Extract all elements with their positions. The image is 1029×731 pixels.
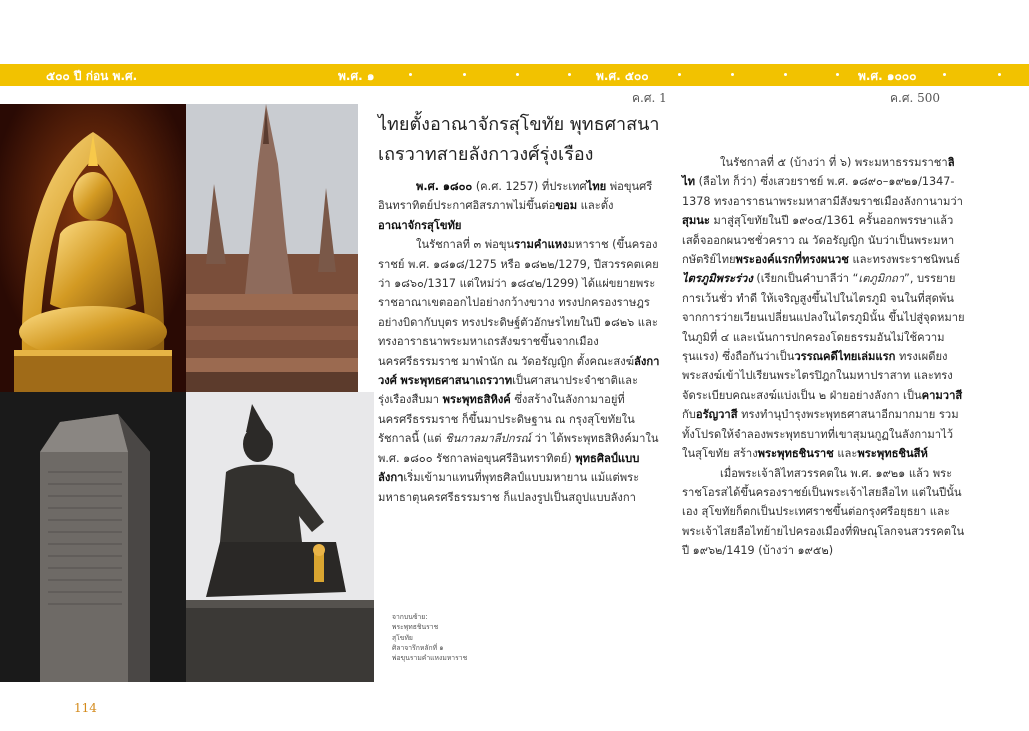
caption-line: พระพุทธชินราช — [392, 623, 439, 632]
bold-text: รามคำแหง — [514, 238, 568, 252]
right-column — [682, 153, 966, 561]
bold-text: สุมนะ — [682, 214, 710, 228]
page-number: 114 — [74, 701, 97, 715]
bold-text: ลิไท — [682, 156, 955, 189]
timeline-dot — [409, 73, 412, 76]
body-text: ในรัชกาลที่ ๕ (บ้างว่า ที่ ๖) พระมหาธรรมราชา — [720, 156, 948, 169]
caption-line: พ่อขุนรามคำแหงมหาราช — [392, 654, 468, 663]
timeline-label-be1000: พ.ศ. ๑๐๐๐ — [858, 69, 917, 83]
bold-text: พระองค์แรกที่ทรงผนวช — [735, 253, 849, 267]
bold-text: ไทย — [586, 180, 607, 193]
body-text: ทรงทำนุบำรุงพระพุทธศาสนาอีกมากมาย รวมทั้งโปรดให้จำลองพระพุทธบาทที่เขาสุมนกูฏในลังกามาไว้ในสุโขทัย สร้าง — [682, 408, 959, 461]
left-paragraph-1 — [378, 177, 661, 235]
era-label-ad500: ค.ศ. 500 — [890, 91, 940, 105]
right-paragraph-2: เมื่อพระเจ้าลิไทสวรรคตใน พ.ศ. ๑๙๒๑ แล้ว พระราชโอรสได้ขึ้นครองราชย์เป็นพระเจ้าไสยลือไท แต่ในปีนั้นเอง สุโขทัยก็ตกเป็นประเทศราชขึ้นต่อกรุงศรีอยุธยา และพระเจ้าไสยลือไทย้ายไปครองเมืองที่พิษณุโลกจนสวรรคตในปี ๑๙๖๒/1419 (บ้างว่า ๑๙๕๒) — [682, 466, 965, 558]
left-paragraph-2 — [378, 235, 661, 507]
timeline-label-be500: พ.ศ. ๕๐๐ — [596, 69, 649, 83]
bold-text: วรรณคดีไทยเล่มแรก — [794, 350, 896, 364]
body-text: เป็นศาสนาประจำชาติและรุ่งเรืองสืบมา — [378, 374, 638, 407]
caption-line: สุโขทัย — [392, 633, 413, 642]
temple-ruins-photo — [186, 104, 358, 392]
body-text: (ค.ศ. 1257) ที่ประเทศ — [472, 180, 587, 193]
timeline-dot — [516, 73, 519, 76]
timeline-dot — [678, 73, 681, 76]
buddha-photo — [0, 104, 186, 392]
timeline-dot — [998, 73, 1001, 76]
timeline-bar — [0, 64, 1029, 86]
body-text: มหาราช (ขึ้นครองราชย์ พ.ศ. ๑๘๑๘/1275 หรือ ๑๘๒๒/1279, ปีสวรรคตเคยว่า ๑๘๖๐/1317 แต่ใหม่ว่า ๑๘๔๒/1299) ได้แผ่ขยายพระราชอาณาเขตออกไปอย่างกว้างขวาง ทรงปกครองราษฎรอย่างบิดากับบุตร ทรงประดิษฐ์ตัวอักษรไทยในปี ๑๘๒๖ และทรงอาราธนาพระมหาเถรสังฆราชขึ้นจากเมืองนครศรีธรรมราช มาพำนัก ณ วัดอรัญญิก ตั้งคณะสงฆ์ — [378, 238, 659, 368]
body-text: และตั้ง — [577, 199, 614, 213]
body-text: พ่อขุนศรีอินทราทิตย์ประกาศอิสรภาพไม่ขึ้นต่อ — [378, 180, 653, 213]
body-text: (ลือไท ก็ว่า) ซึ่งเสวยราชย์ พ.ศ. ๑๘๙๐–๑๙๒๑/1347-1378 ทรงอาราธนาพระมหาสามีสังฆราชเมืองลังกานามว่า — [682, 175, 963, 208]
timeline-dot — [731, 73, 734, 76]
title-line-2: เถรวาทสายลังกาวงศ์รุ่งเรือง — [378, 144, 594, 165]
body-text: ทรงเผดียงพระสงฆ์เข้าไปเรียนพระไตรปิฎกในมหาปราสาท และทรงจัดระเบียบคณะสงฆ์แบ่งเป็น ๒ ฝ่ายอย่างลังกา เป็น — [682, 350, 953, 402]
body-text: มาสู่สุโขทัยในปี ๑๙๐๔/1361 ครั้นออกพรรษาแล้ว เสด็จออกผนวชชั่วคราว ณ วัดอรัญญิก นับว่าเป็นพระมหากษัตริย์ไทย — [682, 214, 955, 267]
bold-text: พระพุทธสิหิงค์ — [442, 393, 511, 407]
body-text: และทรงพระราชนิพนธ์ — [848, 253, 961, 267]
timeline-dot — [784, 73, 787, 76]
italic-text: ชินกาลมาลีปกรณ์ — [445, 432, 532, 446]
bold-text: พระพุทธชินราช — [757, 447, 834, 461]
king-statue-photo — [186, 392, 374, 682]
right-paragraph-1 — [682, 153, 966, 464]
timeline-dot — [943, 73, 946, 76]
body-text: ว่า ได้พระพุทธสิหิงค์มาใน พ.ศ. ๑๘๐๐ รัชกาลพ่อขุนศรีอินทราทิตย์) — [378, 432, 659, 465]
body-text: เริ่มเข้ามาแทนที่พุทธศิลป์แบบมหายาน แม้แต่พระมหาธาตุนครศรีธรรมราช ก็แปลงรูปเป็นสถูปแบบลังกา — [378, 471, 640, 504]
era-label-ad1: ค.ศ. 1 — [632, 91, 667, 105]
timeline-dot — [568, 73, 571, 76]
timeline-label-be1: พ.ศ. ๑ — [338, 69, 375, 83]
timeline-dot — [463, 73, 466, 76]
bold-text: คามวาสี — [921, 388, 963, 402]
italic-text: เตภูมิกถา — [858, 272, 905, 286]
bold-text: พุทธศิลป์แบบลังกา — [378, 451, 640, 485]
title-line-1: ไทยตั้งอาณาจักรสุโขทัย พุทธศาสนา — [378, 114, 660, 135]
photo-caption — [392, 612, 502, 663]
stone-inscription-photo — [0, 392, 186, 682]
timeline-label-500bc: ๕๐๐ ปี ก่อน พ.ศ. — [46, 69, 138, 83]
body-text: (เรียกเป็นคำบาลีว่า “ — [752, 272, 859, 286]
bold-text: พ.ศ. ๑๘๐๐ — [416, 180, 473, 193]
bold-italic-text: ไตรภูมิพระร่วง — [682, 272, 753, 286]
bold-text: อรัญวาสี — [695, 408, 738, 422]
caption-line: ศิลาจารึกหลักที่ ๑ — [392, 643, 444, 652]
bold-text: พระพุทธชินสีห์ — [857, 447, 928, 461]
bold-text: อาณาจักรสุโขทัย — [378, 218, 462, 232]
bold-text: ลังกาวงศ์ — [378, 354, 660, 388]
body-text: ในรัชกาลที่ ๓ พ่อขุน — [416, 238, 515, 252]
body-text: และ — [833, 447, 858, 461]
timeline-dot — [836, 73, 839, 76]
bold-text: ขอม — [555, 199, 578, 213]
bold-text: พระพุทธศาสนาเถรวาท — [400, 374, 513, 388]
body-text: ”, บรรยายการเว้นชั่ว ทำดี ให้เจริญสูงขึ้นไปในไตรภูมิ จนในที่สุดพ้นจากการว่ายเวียนเปลี่ยนแปลงในไตรภูมินั้น ขึ้นไปสู่จุดหมายในภูมิที่ ๔ และเน้นการปกครองโดยธรรมอันไม่ใช้ความรุนแรง) ซึ่งถือกันว่าเป็น — [682, 272, 965, 364]
body-text: กับ — [682, 408, 696, 422]
article-title — [378, 110, 668, 170]
body-text: ซึ่งสร้างในลังกามาอยู่ที่นครศรีธรรมราช ก็ขึ้นมาประดิษฐาน ณ กรุงสุโขทัยในรัชกาลนี้ (แต่ — [378, 393, 635, 446]
caption-line: จากบนซ้าย: — [392, 613, 428, 621]
left-column — [378, 177, 661, 507]
